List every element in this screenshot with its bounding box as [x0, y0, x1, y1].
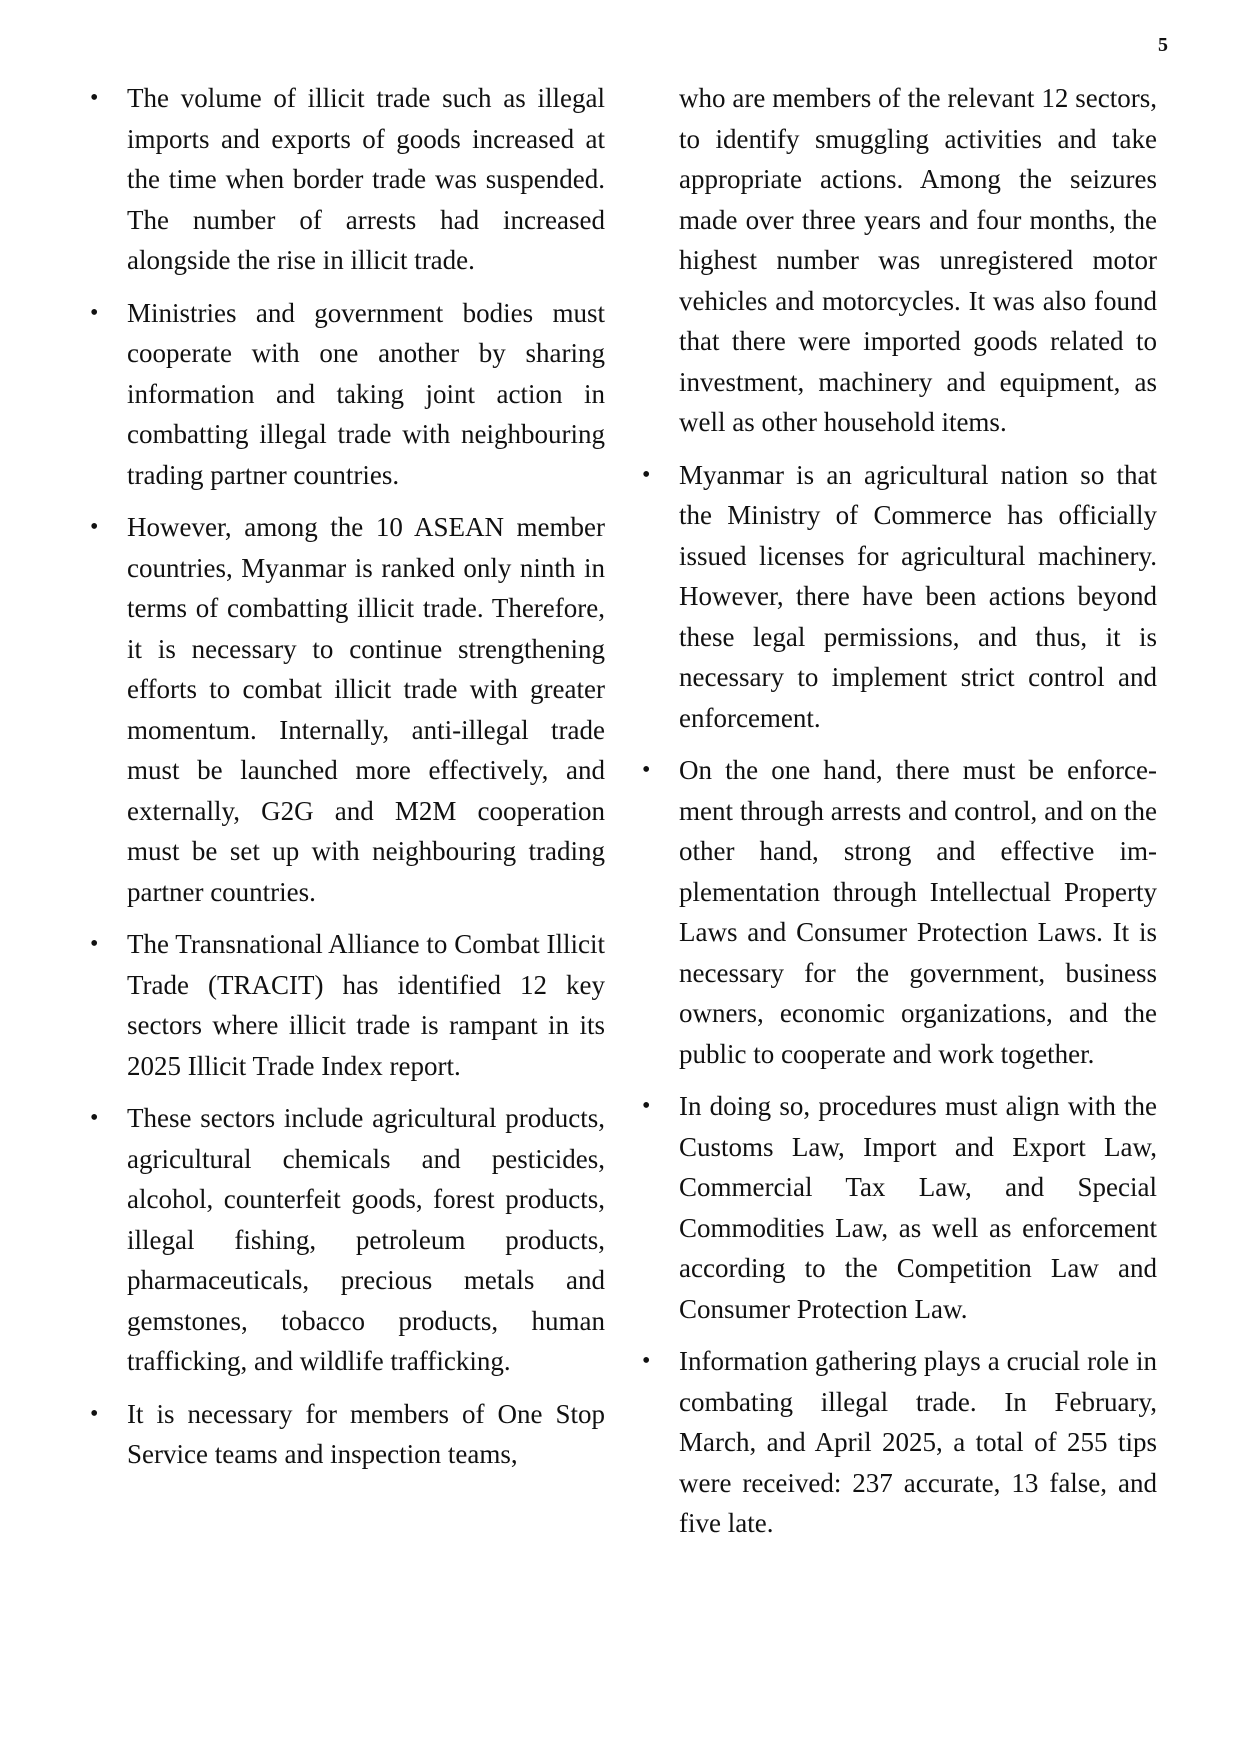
list-item-continuation	[642, 78, 1157, 443]
bullet-icon: •	[90, 299, 99, 326]
bullet-icon: •	[90, 1400, 99, 1427]
page-number: 5	[1158, 34, 1168, 56]
list-item-text: Information gathering plays a crucial role in combating illegal trade. In February, March, and April 2025, a total of 255 tips were received: 237 accurate, 13 false, and five late.	[679, 1346, 1157, 1538]
bullet-icon: •	[642, 461, 651, 488]
bullet-icon: •	[90, 931, 99, 957]
list-item	[642, 455, 1157, 739]
bullet-icon: •	[90, 85, 99, 111]
bullet-icon: •	[642, 1348, 651, 1374]
list-item-text: Myanmar is an agricultural nation so that the Ministry of Commerce has officially issued licenses for agricultural machinery. However, there have been actions beyond these legal permissions, and thus, it is necessary to implement strict control and enforcement.	[679, 459, 1157, 733]
list-item-text: The volume of illicit trade such as illegal imports and exports of goods increased at the time when border trade was suspended. The number of arrests had increased alongside the rise in illicit trade.	[127, 83, 605, 275]
list-item-text: On the one hand, there must be enforcement through arrests and control, and on the other hand, strong and effective implementation through Intellectual Property Laws and Consumer Protection Laws. It is necessary for the government, business owners, economic organizations, and the public to cooperate and work together.	[679, 755, 1157, 1069]
bullet-icon: •	[90, 514, 99, 540]
list-item-text: These sectors include agricultural products, agricultural chemicals and pesticides, alcohol, counterfeit goods, forest products, illegal fishing, petroleum products, pharmaceuticals, precious metals and gemstones, tobacco products, human trafficking, and wildlife trafficking.	[127, 1103, 605, 1376]
list-item	[642, 1341, 1157, 1544]
list-item	[90, 293, 605, 496]
list-item-text: Ministries and government bodies must cooperate with one another by sharing information and taking joint action in combatting illegal trade with neighbouring trading partner countries.	[127, 297, 605, 490]
continuation-text: who are members of the relevant 12 sectors, to identify smuggling activities and take appropriate actions. Among the seizures made over three years and four months, the highest number was unregistered motor vehicles and motorcycles. It was also found that there were imported goods related to investment, machinery and equipment, as well as other household items.	[679, 83, 1157, 437]
list-item-text: It is necessary for members of One Stop Service teams and inspection teams,	[127, 1398, 605, 1469]
list-item-text: The Transnational Alliance to Combat Illicit Trade (TRACIT) has identified 12 key sectors where illicit trade is rampant in its 2025 Illicit Trade Index report.	[127, 929, 605, 1081]
list-item	[90, 1394, 605, 1475]
list-item	[642, 750, 1157, 1074]
list-item	[90, 1098, 605, 1382]
list-item	[642, 1086, 1157, 1329]
list-item	[90, 78, 605, 281]
list-item	[90, 507, 605, 912]
bullet-icon: •	[90, 1105, 99, 1131]
list-item-text: In doing so, procedures must align with the Customs Law, Import and Export Law, Commercial Tax Law, and Special Commodities Law, as well as enforcement according to the Competition Law and Consumer Protection Law.	[679, 1091, 1157, 1324]
bullet-icon: •	[642, 757, 651, 783]
bullet-icon: •	[642, 1093, 651, 1119]
list-item	[90, 924, 605, 1086]
left-column	[90, 78, 605, 1487]
list-item-text: However, among the 10 ASEAN member countries, Myanmar is ranked only ninth in terms of combatting illicit trade. Therefore, it is necessary to continue strengthening efforts to combat illicit trade with greater momentum. Internally, anti-illegal trade must be launched more effectively, and externally, G2G and M2M cooperation must be set up with neighbouring trading partner countries.	[127, 512, 605, 907]
right-column	[642, 78, 1157, 1556]
